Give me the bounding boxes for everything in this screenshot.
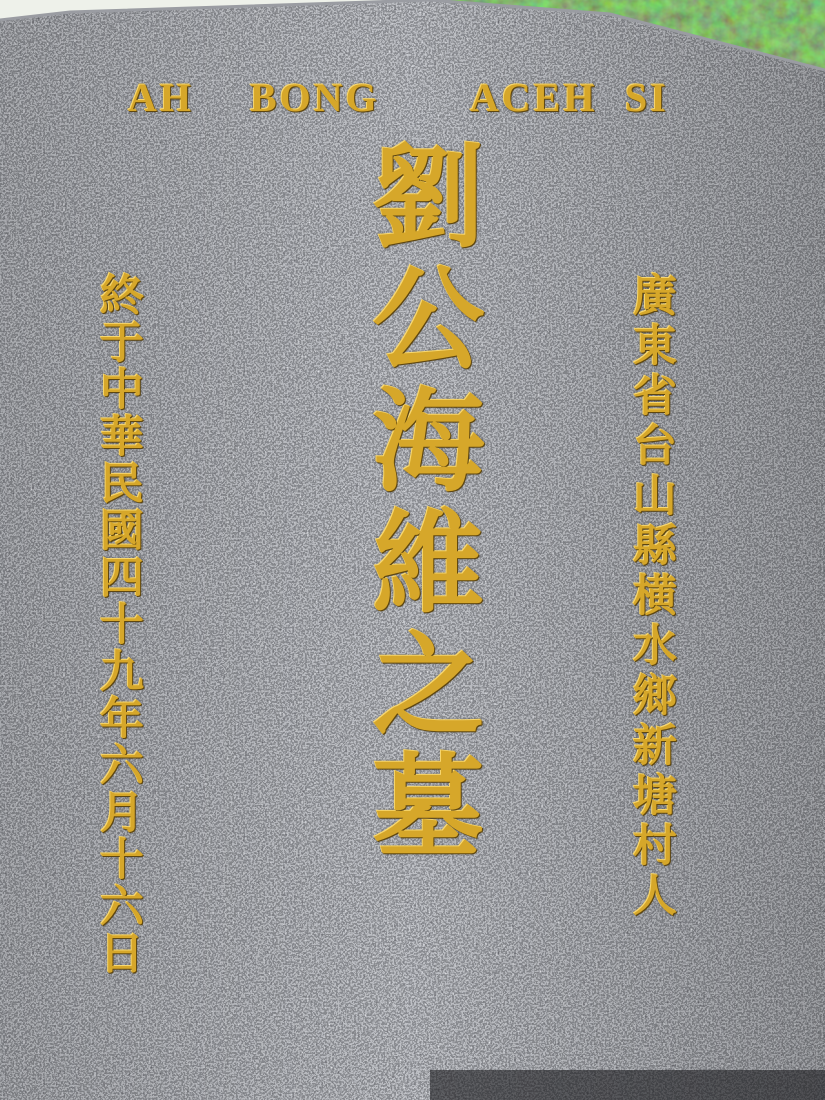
headstone-base-shadow <box>430 1070 825 1100</box>
header-word-1: AH <box>128 75 194 120</box>
date-of-death-inscription: 終于中華民國四十九年六月十六日 <box>92 272 143 977</box>
header-word-3: ACEH <box>470 75 598 120</box>
header-word-4: SI <box>625 75 669 120</box>
deceased-name-inscription: 劉公海維之墓 <box>354 138 485 870</box>
hometown-inscription: 廣東省台山縣横水鄉新塘村人 <box>625 272 676 922</box>
header-word-2: BONG <box>250 75 380 120</box>
